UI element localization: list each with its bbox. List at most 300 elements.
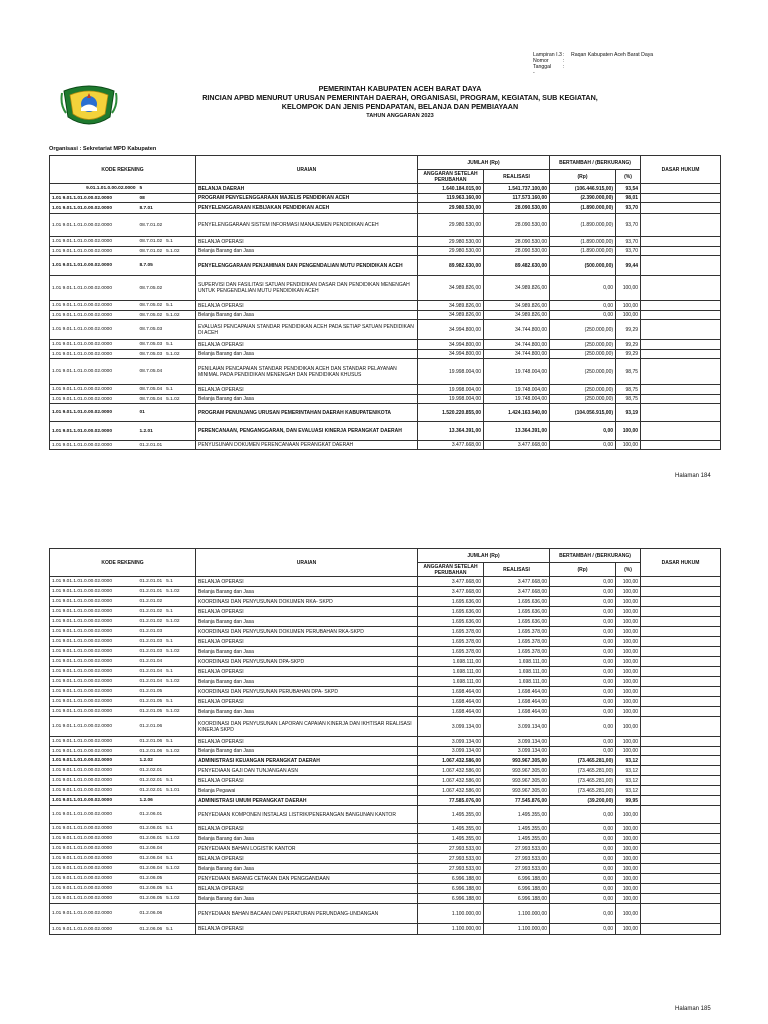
page-number-184: Halaman 184 [675, 473, 711, 479]
cell-kode-rekening: 1.01 9.01.1.01.0.00.02.0000 [50, 834, 138, 844]
cell-selisih-rp: 0,00 [550, 607, 616, 617]
cell-realisasi: 993.967.305,00 [484, 756, 550, 766]
cell-dasar-hukum [641, 385, 721, 395]
table-row [50, 697, 721, 707]
cell-kode-rekening: 1.01 9.01.1.01.0.00.02.0000 [50, 707, 138, 717]
cell-realisasi: 27.993.533,00 [484, 864, 550, 874]
cell-realisasi: 117.573.160,00 [484, 194, 550, 203]
cell-selisih-rp: 0,00 [550, 874, 616, 884]
table-row [50, 350, 721, 359]
table-row [50, 834, 721, 844]
cell-kode-kegiatan: 01.2.01.01 5.1 [138, 577, 196, 587]
cell-selisih-rp: 0,00 [550, 924, 616, 935]
cell-selisih-rp: 0,00 [550, 301, 616, 311]
cell-realisasi: 6.996.188,00 [484, 884, 550, 894]
table-row [50, 667, 721, 677]
cell-anggaran: 1.067.432.586,00 [418, 756, 484, 766]
cell-realisasi: 34.744.800,00 [484, 340, 550, 350]
cell-dasar-hukum [641, 214, 721, 237]
table-row [50, 717, 721, 737]
cell-selisih-rp: (250.000,00) [550, 395, 616, 404]
cell-dasar-hukum [641, 737, 721, 747]
cell-anggaran: 1.695.378,00 [418, 637, 484, 647]
cell-kode-rekening: 1.01 9.01.1.01.0.00.02.0000 [50, 441, 138, 450]
cell-selisih-rp: 0,00 [550, 824, 616, 834]
header-government: PEMERINTAH KABUPATEN ACEH BARAT DAYA [318, 84, 482, 93]
cell-realisasi: 13.364.391,00 [484, 422, 550, 441]
cell-uraian: Belanja Barang dan Jasa [196, 747, 418, 756]
cell-selisih-rp: (1.890.000,00) [550, 247, 616, 256]
table-row [50, 894, 721, 904]
cell-kode-kegiatan: 08.7.05.04 5.1.02 [138, 395, 196, 404]
cell-kode-rekening: 1.01 9.01.1.01.0.00.02.0000 [50, 422, 138, 441]
table-row [50, 747, 721, 756]
cell-persen: 100,00 [616, 854, 641, 864]
table-row [50, 395, 721, 404]
cell-anggaran: 1.695.636,00 [418, 607, 484, 617]
cell-uraian: BELANJA OPERASI [196, 637, 418, 647]
cell-uraian: BELANJA OPERASI [196, 737, 418, 747]
table-row [50, 786, 721, 796]
header-uraian: URAIAN [196, 156, 418, 184]
cell-selisih-rp: (73.465.281,00) [550, 756, 616, 766]
cell-kode-kegiatan: 8.7.01 [138, 203, 196, 214]
cell-anggaran: 1.520.220.855,00 [418, 404, 484, 422]
cell-persen: 100,00 [616, 311, 641, 320]
cell-realisasi: 1.698.464,00 [484, 697, 550, 707]
table-row [50, 404, 721, 422]
cell-uraian: PENYELENGGARAAN SISTEM INFORMASI MANAJEMEN PENDIDIKAN ACEH [196, 214, 418, 237]
cell-kode-kegiatan: 01.2.06.06 5.1 [138, 924, 196, 935]
cell-selisih-rp: (250.000,00) [550, 350, 616, 359]
lampiran-line [533, 70, 653, 76]
cell-anggaran: 3.477.668,00 [418, 577, 484, 587]
table-row [50, 687, 721, 697]
cell-uraian: PENYEDIAAN BAHAN BACAAN DAN PERATURAN PERUNDANG-UNDANGAN [196, 904, 418, 924]
cell-selisih-rp: 0,00 [550, 707, 616, 717]
cell-dasar-hukum [641, 796, 721, 806]
lampiran-key: Tanggal [533, 64, 552, 70]
cell-selisih-rp: (1.890.000,00) [550, 214, 616, 237]
cell-kode-kegiatan: 01.2.01.04 5.1 [138, 667, 196, 677]
cell-kode-kegiatan: 08.7.01.02 5.1.02 [138, 247, 196, 256]
cell-kode-kegiatan: 08.7.05.02 5.1 [138, 301, 196, 311]
header-anggaran: ANGGARAN SETELAH PERUBAHAN [418, 563, 484, 577]
cell-kode-rekening: 1.01 9.01.1.01.0.00.02.0000 [50, 854, 138, 864]
cell-kode-rekening: 1.01 9.01.1.01.0.00.02.0000 [50, 657, 138, 667]
cell-kode-rekening: 1.01 9.01.1.01.0.00.02.0000 [50, 864, 138, 874]
cell-realisasi: 34.989.826,00 [484, 301, 550, 311]
cell-uraian: SUPERVISI DAN FASILITASI SATUAN PENDIDIKAN DASAR DAN PENDIDIKAN MENENGAH UNTUK PENGENDALIAN MUTU PENDIDIKAN ACEH [196, 276, 418, 301]
cell-dasar-hukum [641, 587, 721, 597]
cell-selisih-rp: 0,00 [550, 884, 616, 894]
header-realisasi: REALISASI [484, 563, 550, 577]
cell-persen: 93,12 [616, 766, 641, 776]
header-bertambah: BERTAMBAH / (BERKURANG) [550, 156, 641, 170]
cell-realisasi: 1.695.378,00 [484, 627, 550, 637]
cell-kode-kegiatan: 01.2.01.01 5.1.02 [138, 587, 196, 597]
cell-selisih-rp: 0,00 [550, 834, 616, 844]
table-row [50, 657, 721, 667]
cell-anggaran: 29.980.530,00 [418, 214, 484, 237]
cell-selisih-rp: (73.465.281,00) [550, 786, 616, 796]
table-row [50, 756, 721, 766]
table-header-row [50, 156, 721, 170]
cell-kode-rekening: 1.01 9.01.1.01.0.00.02.0000 [50, 203, 138, 214]
cell-kode-rekening: 1.01 9.01.1.01.0.00.02.0000 [50, 844, 138, 854]
cell-realisasi: 993.967.305,00 [484, 786, 550, 796]
cell-selisih-rp: 0,00 [550, 647, 616, 657]
cell-kode-kegiatan: 01.2.01.04 5.1.02 [138, 677, 196, 687]
cell-kode-kegiatan: 01.2.01.05 [138, 687, 196, 697]
cell-uraian: Belanja Barang dan Jasa [196, 247, 418, 256]
cell-kode-rekening: 1.01 9.01.1.01.0.00.02.0000 [50, 311, 138, 320]
cell-anggaran: 1.100.000,00 [418, 924, 484, 935]
cell-anggaran: 34.994.800,00 [418, 350, 484, 359]
cell-kode-kegiatan: 01.2.06.01 5.1 [138, 824, 196, 834]
cell-kode-kegiatan: 01.2.06.06 [138, 904, 196, 924]
cell-realisasi: 1.695.636,00 [484, 597, 550, 607]
header-jumlah: JUMLAH (Rp) [418, 549, 550, 563]
cell-realisasi: 1.695.636,00 [484, 617, 550, 627]
table-row [50, 597, 721, 607]
cell-persen: 99,95 [616, 796, 641, 806]
cell-dasar-hukum [641, 256, 721, 276]
cell-anggaran: 6.996.188,00 [418, 894, 484, 904]
cell-kode-rekening: 1.01 9.01.1.01.0.00.02.0000 [50, 577, 138, 587]
cell-anggaran: 1.698.464,00 [418, 707, 484, 717]
cell-dasar-hukum [641, 747, 721, 756]
cell-kode-kegiatan: 01.2.01.05 5.1 [138, 697, 196, 707]
cell-anggaran: 29.980.530,00 [418, 237, 484, 247]
cell-selisih-rp: (250.000,00) [550, 359, 616, 385]
cell-anggaran: 34.989.826,00 [418, 276, 484, 301]
cell-realisasi: 34.989.826,00 [484, 311, 550, 320]
cell-dasar-hukum [641, 766, 721, 776]
cell-anggaran: 1.698.111,00 [418, 657, 484, 667]
cell-persen: 100,00 [616, 667, 641, 677]
cell-persen: 100,00 [616, 884, 641, 894]
cell-selisih-rp: 0,00 [550, 844, 616, 854]
cell-selisih-rp: (106.446.915,00) [550, 184, 616, 194]
table-row [50, 422, 721, 441]
cell-selisih-rp: 0,00 [550, 276, 616, 301]
cell-selisih-rp: 0,00 [550, 657, 616, 667]
header-kode: KODE REKENING [50, 549, 196, 577]
cell-uraian: BELANJA OPERASI [196, 385, 418, 395]
cell-selisih-rp: 0,00 [550, 667, 616, 677]
cell-realisasi: 77.545.876,00 [484, 796, 550, 806]
cell-kode-kegiatan: 01 [138, 404, 196, 422]
cell-kode-kegiatan: 01.2.01.06 5.1.02 [138, 747, 196, 756]
table-row [50, 824, 721, 834]
cell-kode-rekening: 9.01.1.01.0.00.02.0000 [50, 184, 138, 194]
cell-anggaran: 27.993.533,00 [418, 854, 484, 864]
cell-selisih-rp: (39.200,00) [550, 796, 616, 806]
cell-persen: 100,00 [616, 834, 641, 844]
cell-anggaran: 3.099.134,00 [418, 717, 484, 737]
cell-persen: 100,00 [616, 276, 641, 301]
table-row [50, 359, 721, 385]
cell-kode-rekening: 1.01 9.01.1.01.0.00.02.0000 [50, 874, 138, 884]
cell-persen: 93,12 [616, 756, 641, 766]
cell-anggaran: 19.998.004,00 [418, 385, 484, 395]
header-title: RINCIAN APBD MENURUT URUSAN PEMERINTAH DAERAH, ORGANISASI, PROGRAM, KEGIATAN, SUB KEGIATAN, [202, 93, 598, 103]
cell-uraian: BELANJA DAERAH [196, 184, 418, 194]
cell-uraian: BELANJA OPERASI [196, 884, 418, 894]
cell-persen: 99,29 [616, 350, 641, 359]
cell-dasar-hukum [641, 404, 721, 422]
cell-kode-rekening: 1.01 9.01.1.01.0.00.02.0000 [50, 395, 138, 404]
cell-persen: 100,00 [616, 904, 641, 924]
cell-kode-kegiatan: 01.2.01.02 [138, 597, 196, 607]
cell-realisasi: 28.090.530,00 [484, 247, 550, 256]
cell-uraian: KOORDINASI DAN PENYUSUNAN LAPORAN CAPAIAN KINERJA DAN IKHTISAR REALISASI KINERJA SKPD [196, 717, 418, 737]
cell-dasar-hukum [641, 577, 721, 587]
cell-anggaran: 1.067.432.586,00 [418, 766, 484, 776]
cell-uraian: Belanja Barang dan Jasa [196, 677, 418, 687]
cell-realisasi: 1.541.737.100,00 [484, 184, 550, 194]
cell-realisasi: 1.100.000,00 [484, 924, 550, 935]
cell-persen: 93,70 [616, 247, 641, 256]
cell-realisasi: 1.698.111,00 [484, 677, 550, 687]
table-row [50, 607, 721, 617]
cell-uraian: BELANJA OPERASI [196, 237, 418, 247]
cell-dasar-hukum [641, 667, 721, 677]
cell-selisih-rp: 0,00 [550, 617, 616, 627]
cell-dasar-hukum [641, 834, 721, 844]
cell-selisih-rp: 0,00 [550, 441, 616, 450]
cell-selisih-rp: (104.056.915,00) [550, 404, 616, 422]
cell-dasar-hukum [641, 422, 721, 441]
cell-selisih-rp: (73.465.281,00) [550, 766, 616, 776]
cell-uraian: BELANJA OPERASI [196, 577, 418, 587]
cell-kode-rekening: 1.01 9.01.1.01.0.00.02.0000 [50, 320, 138, 340]
cell-realisasi: 19.748.004,00 [484, 395, 550, 404]
table-row [50, 647, 721, 657]
cell-kode-rekening: 1.01 9.01.1.01.0.00.02.0000 [50, 276, 138, 301]
cell-anggaran: 1.067.432.586,00 [418, 776, 484, 786]
page-number-185: Halaman 185 [675, 1006, 711, 1012]
table-row [50, 874, 721, 884]
cell-realisasi: 3.477.668,00 [484, 577, 550, 587]
cell-realisasi: 19.748.004,00 [484, 359, 550, 385]
cell-realisasi: 1.695.636,00 [484, 607, 550, 617]
cell-kode-kegiatan: 1.2.01 [138, 422, 196, 441]
cell-kode-rekening: 1.01 9.01.1.01.0.00.02.0000 [50, 884, 138, 894]
cell-selisih-rp: (250.000,00) [550, 340, 616, 350]
cell-selisih-rp: 0,00 [550, 627, 616, 637]
cell-dasar-hukum [641, 247, 721, 256]
cell-kode-rekening: 1.01 9.01.1.01.0.00.02.0000 [50, 717, 138, 737]
cell-persen: 98,75 [616, 395, 641, 404]
cell-kode-kegiatan: 01.2.01.03 5.1 [138, 637, 196, 647]
cell-persen: 100,00 [616, 657, 641, 667]
header-uraian: URAIAN [196, 549, 418, 577]
cell-persen: 93,19 [616, 404, 641, 422]
cell-dasar-hukum [641, 617, 721, 627]
cell-dasar-hukum [641, 237, 721, 247]
cell-uraian: PROGRAM PENUNJANG URUSAN PEMERINTAHAN DAERAH KABUPATEN/KOTA [196, 404, 418, 422]
cell-realisasi: 3.477.668,00 [484, 441, 550, 450]
cell-anggaran: 1.695.636,00 [418, 617, 484, 627]
cell-anggaran: 1.495.355,00 [418, 834, 484, 844]
cell-kode-kegiatan: 01.2.01.06 5.1 [138, 737, 196, 747]
cell-realisasi: 1.695.378,00 [484, 647, 550, 657]
cell-realisasi: 28.090.530,00 [484, 203, 550, 214]
cell-dasar-hukum [641, 717, 721, 737]
cell-selisih-rp: 0,00 [550, 577, 616, 587]
table-row [50, 677, 721, 687]
cell-kode-kegiatan: 01.2.06.01 5.1.02 [138, 834, 196, 844]
cell-realisasi: 27.993.533,00 [484, 854, 550, 864]
cell-realisasi: 34.744.800,00 [484, 320, 550, 340]
cell-selisih-rp: 0,00 [550, 687, 616, 697]
cell-kode-kegiatan: 08.7.05.02 5.1.02 [138, 311, 196, 320]
table-row [50, 854, 721, 864]
cell-uraian: PENYEDIAAN KOMPONEN INSTALASI LISTRIK/PENERANGAN BANGUNAN KANTOR [196, 806, 418, 824]
cell-persen: 100,00 [616, 717, 641, 737]
cell-selisih-rp: 0,00 [550, 637, 616, 647]
cell-kode-rekening: 1.01 9.01.1.01.0.00.02.0000 [50, 677, 138, 687]
cell-realisasi: 6.996.188,00 [484, 874, 550, 884]
cell-dasar-hukum [641, 359, 721, 385]
cell-kode-rekening: 1.01 9.01.1.01.0.00.02.0000 [50, 697, 138, 707]
cell-anggaran: 1.695.378,00 [418, 647, 484, 657]
table-row [50, 796, 721, 806]
table-row [50, 276, 721, 301]
cell-dasar-hukum [641, 301, 721, 311]
header-bertambah: BERTAMBAH / (BERKURANG) [550, 549, 641, 563]
cell-dasar-hukum [641, 320, 721, 340]
cell-kode-kegiatan: 01.2.06.01 [138, 806, 196, 824]
cell-persen: 100,00 [616, 806, 641, 824]
cell-uraian: Belanja Barang dan Jasa [196, 834, 418, 844]
budget-table-page-184 [49, 155, 721, 450]
table-row [50, 203, 721, 214]
cell-anggaran: 1.698.111,00 [418, 667, 484, 677]
cell-kode-kegiatan: 8.7.05 [138, 256, 196, 276]
table-row [50, 637, 721, 647]
cell-dasar-hukum [641, 627, 721, 637]
table-row [50, 587, 721, 597]
cell-realisasi: 34.989.826,00 [484, 276, 550, 301]
cell-selisih-rp: 0,00 [550, 697, 616, 707]
header-dasar-hukum: DASAR HUKUM [641, 549, 721, 577]
cell-anggaran: 29.980.530,00 [418, 247, 484, 256]
table-row [50, 301, 721, 311]
cell-selisih-rp: 0,00 [550, 677, 616, 687]
cell-kode-kegiatan: 01.2.06.05 5.1.02 [138, 894, 196, 904]
cell-dasar-hukum [641, 776, 721, 786]
cell-uraian: BELANJA OPERASI [196, 667, 418, 677]
table-row [50, 617, 721, 627]
cell-kode-kegiatan: 08.7.05.03 5.1 [138, 340, 196, 350]
cell-kode-kegiatan: 08.7.01.02 [138, 214, 196, 237]
cell-persen: 100,00 [616, 441, 641, 450]
table-row [50, 311, 721, 320]
cell-anggaran: 1.695.636,00 [418, 597, 484, 607]
cell-persen: 98,75 [616, 359, 641, 385]
cell-selisih-rp: (2.390.000,00) [550, 194, 616, 203]
cell-anggaran: 1.495.355,00 [418, 824, 484, 834]
cell-persen: 100,00 [616, 844, 641, 854]
cell-uraian: BELANJA OPERASI [196, 924, 418, 935]
cell-persen: 100,00 [616, 874, 641, 884]
cell-dasar-hukum [641, 350, 721, 359]
cell-uraian: KOORDINASI DAN PENYUSUNAN PERUBAHAN DPA- SKPD [196, 687, 418, 697]
cell-kode-rekening: 1.01 9.01.1.01.0.00.02.0000 [50, 597, 138, 607]
cell-dasar-hukum [641, 657, 721, 667]
cell-dasar-hukum [641, 637, 721, 647]
cell-dasar-hukum [641, 904, 721, 924]
cell-uraian: PENYELENGGARAAN KEBIJAKAN PENDIDIKAN ACEH [196, 203, 418, 214]
cell-realisasi: 3.477.668,00 [484, 587, 550, 597]
table-row [50, 924, 721, 935]
cell-anggaran: 27.993.533,00 [418, 864, 484, 874]
cell-kode-rekening: 1.01 9.01.1.01.0.00.02.0000 [50, 256, 138, 276]
cell-persen: 100,00 [616, 637, 641, 647]
cell-realisasi: 1.100.000,00 [484, 904, 550, 924]
cell-selisih-rp: (73.465.281,00) [550, 776, 616, 786]
cell-persen: 93,70 [616, 203, 641, 214]
cell-anggaran: 1.695.378,00 [418, 627, 484, 637]
cell-anggaran: 29.980.530,00 [418, 203, 484, 214]
table-row [50, 844, 721, 854]
cell-selisih-rp: (1.890.000,00) [550, 237, 616, 247]
cell-uraian: BELANJA OPERASI [196, 697, 418, 707]
cell-kode-kegiatan: 08.7.05.04 [138, 359, 196, 385]
cell-kode-rekening: 1.01 9.01.1.01.0.00.02.0000 [50, 301, 138, 311]
cell-kode-rekening: 1.01 9.01.1.01.0.00.02.0000 [50, 904, 138, 924]
regency-emblem-logo [60, 83, 118, 129]
cell-uraian: Belanja Barang dan Jasa [196, 395, 418, 404]
cell-kode-rekening: 1.01 9.01.1.01.0.00.02.0000 [50, 247, 138, 256]
table-row [50, 256, 721, 276]
cell-anggaran: 1.067.432.586,00 [418, 786, 484, 796]
cell-persen: 100,00 [616, 697, 641, 707]
lampiran-sep [563, 70, 571, 76]
cell-dasar-hukum [641, 864, 721, 874]
cell-persen: 93,54 [616, 184, 641, 194]
cell-selisih-rp: 0,00 [550, 904, 616, 924]
cell-dasar-hukum [641, 677, 721, 687]
cell-realisasi: 1.495.355,00 [484, 806, 550, 824]
cell-persen: 100,00 [616, 597, 641, 607]
cell-realisasi: 28.090.530,00 [484, 214, 550, 237]
cell-dasar-hukum [641, 806, 721, 824]
header-jumlah: JUMLAH (Rp) [418, 156, 550, 170]
cell-kode-kegiatan: 08.7.05.02 [138, 276, 196, 301]
cell-realisasi: 3.099.134,00 [484, 747, 550, 756]
header-realisasi: REALISASI [484, 170, 550, 184]
cell-kode-kegiatan: 08.7.05.04 5.1 [138, 385, 196, 395]
cell-persen: 93,12 [616, 786, 641, 796]
table-row [50, 864, 721, 874]
lampiran-key: - [533, 70, 535, 76]
cell-uraian: Belanja Barang dan Jasa [196, 707, 418, 717]
cell-uraian: PROGRAM PENYELENGGARAAN MAJELIS PENDIDIKAN ACEH [196, 194, 418, 203]
cell-uraian: BELANJA OPERASI [196, 824, 418, 834]
cell-kode-rekening: 1.01 9.01.1.01.0.00.02.0000 [50, 647, 138, 657]
cell-persen: 98,01 [616, 194, 641, 203]
cell-uraian: Belanja Barang dan Jasa [196, 350, 418, 359]
cell-realisasi: 6.996.188,00 [484, 894, 550, 904]
cell-dasar-hukum [641, 687, 721, 697]
table-row [50, 385, 721, 395]
cell-kode-kegiatan: 01.2.06.05 [138, 874, 196, 884]
cell-anggaran: 13.364.391,00 [418, 422, 484, 441]
